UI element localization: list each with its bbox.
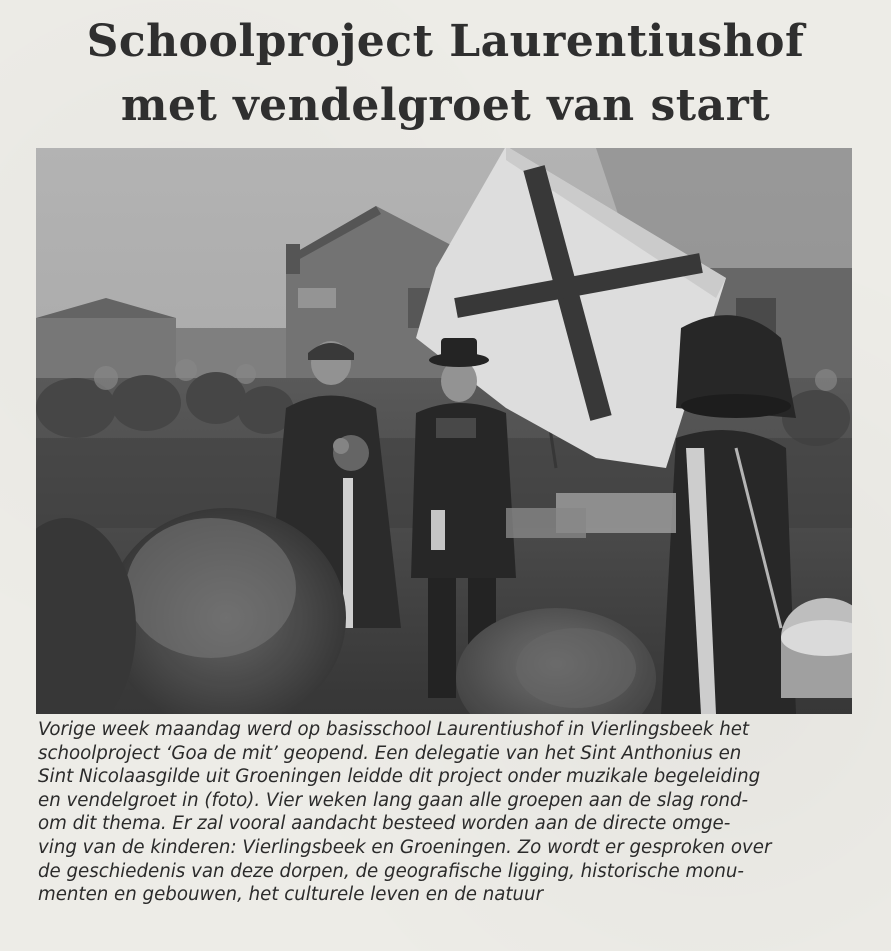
caption-line: Vorige week maandag werd op basisschool Laurentiushof in Vierlingsbeek het <box>38 719 750 740</box>
headline-line-1: Schoolproject Laurentiushof <box>86 16 805 67</box>
article-photo <box>36 148 852 714</box>
headline-line-2: met vendelgroet van start <box>120 80 771 131</box>
caption-line: om dit thema. Er zal vooral aandacht besteed worden aan de directe omge- <box>38 813 731 835</box>
caption-line: en vendelgroet in (foto). Vier weken lang gaan alle groepen aan de slag rond- <box>38 789 749 811</box>
photo-illustration <box>36 148 852 714</box>
caption-line: schoolproject ‘Goa de mit’ geopend. Een delegatie van het Sint Anthonius en <box>38 742 742 764</box>
caption-line: Sint Nicolaasgilde uit Groeningen leidde dit project onder muzikale begeleiding <box>38 766 761 788</box>
caption-line: de geschiedenis van deze dorpen, de geografische ligging, historische monu- <box>38 860 744 882</box>
headline <box>0 10 891 138</box>
caption-line: menten en gebouwen, het culturele leven en de natuur <box>38 884 544 906</box>
caption-line: ving van de kinderen: Vierlingsbeek en Groeningen. Zo wordt er gesproken over <box>38 836 772 858</box>
photo-caption <box>38 718 858 907</box>
